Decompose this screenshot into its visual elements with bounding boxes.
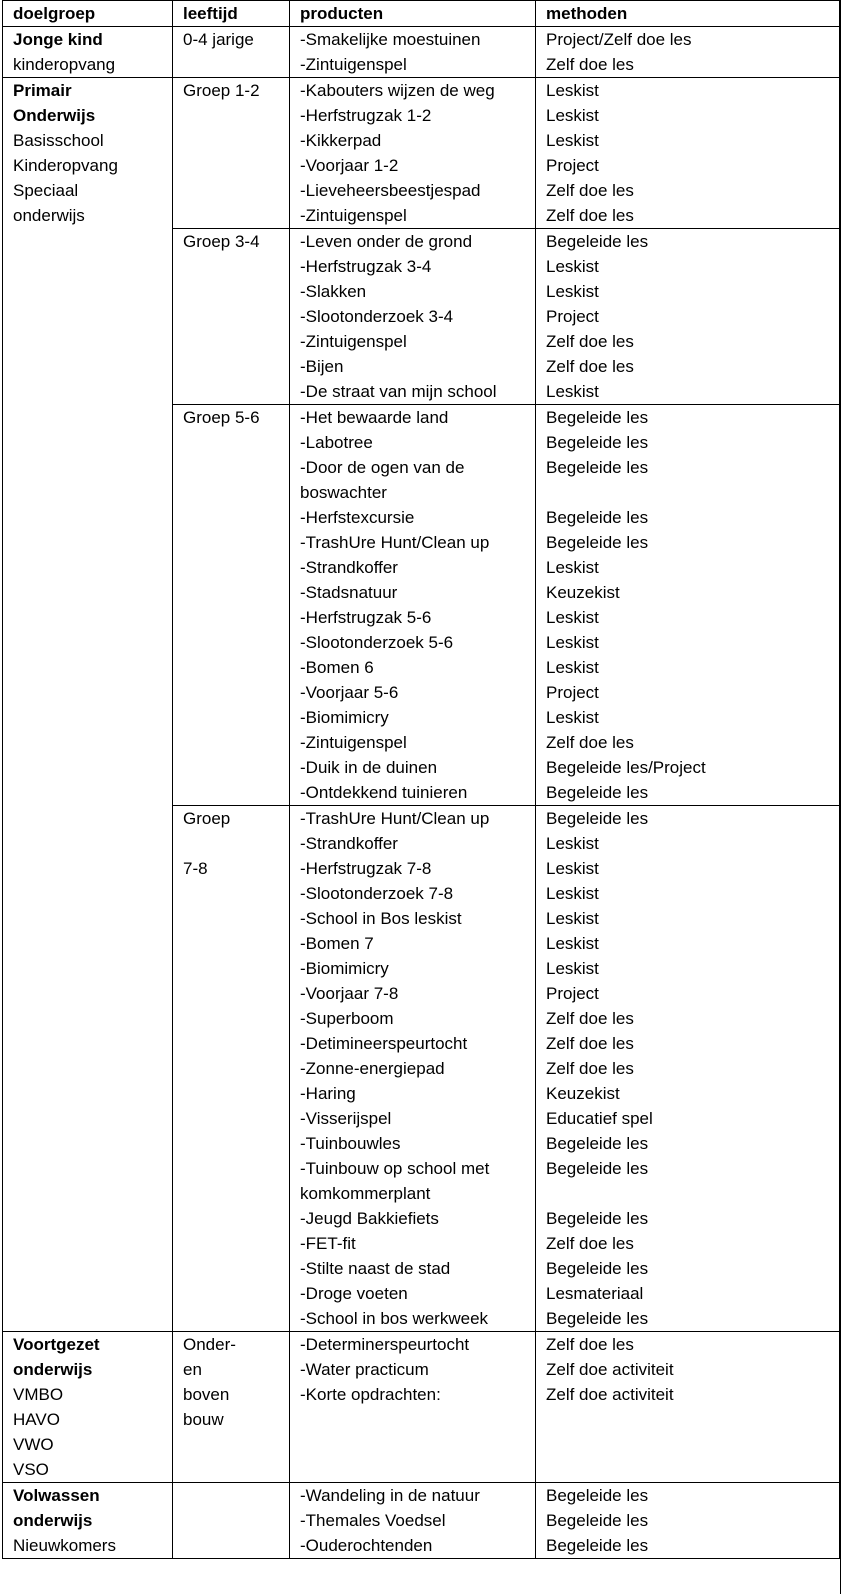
leeftijd-line: boven [183, 1385, 230, 1404]
leeftijd-line: 7-8 [183, 859, 208, 878]
product-line: -Lieveheersbeestjespad [300, 181, 481, 200]
methode-line: Begeleide les [546, 1309, 649, 1328]
methode-line: Leskist [546, 934, 599, 953]
product-line: -Strandkoffer [300, 558, 398, 577]
doelgroep-subgroup-line: kinderopvang [13, 55, 116, 74]
product-line: -Themales Voedsel [300, 1511, 446, 1530]
methode-line: Keuzekist [546, 1084, 620, 1103]
doelgroep-subgroup-line: VSO [13, 1460, 49, 1479]
leeftijd-line: Onder- [183, 1335, 236, 1354]
product-line: komkommerplant [300, 1184, 431, 1203]
methode-line: Leskist [546, 959, 599, 978]
cell-doelgroep [3, 27, 173, 78]
methode-line: Zelf doe les [546, 1234, 634, 1253]
doelgroep-title-line: Voortgezet [13, 1335, 100, 1354]
methode-line: Begeleide les [546, 1134, 649, 1153]
page-edge-line [840, 0, 841, 1594]
methode-line [546, 1181, 839, 1206]
methode-line: Keuzekist [546, 583, 620, 602]
doelgroep-subgroup-line: Basisschool [13, 131, 104, 150]
doelgroep-subgroup-line: Kinderopvang [13, 156, 118, 175]
methode-line: Zelf doe les [546, 1034, 634, 1053]
cell-leeftijd [173, 1483, 290, 1559]
product-line: -Herfstrugzak 3-4 [300, 257, 432, 276]
doelgroep-subgroup-line: Nieuwkomers [13, 1536, 116, 1555]
product-line: -School in bos werkweek [300, 1309, 489, 1328]
methode-line: Zelf doe les [546, 733, 634, 752]
product-line: -De straat van mijn school [300, 382, 497, 401]
product-line: -Ontdekkend tuinieren [300, 783, 468, 802]
methode-line: Begeleide les [546, 1511, 649, 1530]
methode-line: Zelf doe les [546, 206, 634, 225]
cell-methoden [536, 405, 840, 806]
methode-line: Leskist [546, 859, 599, 878]
product-line: -Voorjaar 1-2 [300, 156, 399, 175]
leeftijd-line: Groep 5-6 [183, 408, 260, 427]
product-line: -Labotree [300, 433, 373, 452]
doelgroep-subgroup-line: HAVO [13, 1410, 60, 1429]
header-leeftijd: leeftijd [173, 1, 290, 27]
product-line: -Tuinbouw op school met [300, 1159, 490, 1178]
cell-producten [290, 1332, 536, 1483]
table-row [3, 78, 840, 229]
product-line: -Jeugd Bakkiefiets [300, 1209, 439, 1228]
product-line: -Stilte naast de stad [300, 1259, 451, 1278]
product-line: -Biomimicry [300, 708, 389, 727]
cell-producten [290, 229, 536, 405]
product-line: -Het bewaarde land [300, 408, 449, 427]
product-line: -Water practicum [300, 1360, 429, 1379]
target-group-table [2, 0, 840, 1559]
methode-line: Zelf doe les [546, 1059, 634, 1078]
doelgroep-title-line: Jonge kind [13, 30, 103, 49]
methode-line: Leskist [546, 834, 599, 853]
doelgroep-title-line: onderwijs [13, 1511, 93, 1530]
table-row [3, 27, 840, 78]
doelgroep-title-line: Onderwijs [13, 106, 96, 125]
product-line: -Bijen [300, 357, 344, 376]
methode-line: Zelf doe les [546, 1335, 634, 1354]
product-line: -Strandkoffer [300, 834, 398, 853]
header-producten: producten [290, 1, 536, 27]
methode-line: Leskist [546, 282, 599, 301]
product-line: -Detimineerspeurtocht [300, 1034, 468, 1053]
cell-methoden [536, 78, 840, 229]
product-line: -Superboom [300, 1009, 394, 1028]
cell-producten [290, 27, 536, 78]
cell-methoden [536, 806, 840, 1332]
leeftijd-line [183, 831, 289, 856]
methode-line: Project/Zelf doe les [546, 30, 692, 49]
cell-leeftijd [173, 1332, 290, 1483]
product-line: -Slootonderzoek 7-8 [300, 884, 454, 903]
product-line: -Zonne-energiepad [300, 1059, 445, 1078]
methode-line: Begeleide les [546, 1159, 649, 1178]
cell-producten [290, 1483, 536, 1559]
leeftijd-line: Groep 3-4 [183, 232, 260, 251]
methode-line: Lesmateriaal [546, 1284, 644, 1303]
methode-line: Zelf doe les [546, 55, 634, 74]
product-line: -Leven onder de grond [300, 232, 473, 251]
product-line: -Zintuigenspel [300, 332, 407, 351]
methode-line: Begeleide les [546, 533, 649, 552]
methode-line: Leskist [546, 708, 599, 727]
product-line: -Zintuigenspel [300, 55, 407, 74]
leeftijd-line: Groep [183, 809, 231, 828]
methode-line: Zelf doe les [546, 1009, 634, 1028]
cell-doelgroep [3, 1483, 173, 1559]
cell-producten [290, 405, 536, 806]
product-line: -Determinerspeurtocht [300, 1335, 470, 1354]
methode-line: Begeleide les [546, 408, 649, 427]
methode-line: Zelf doe les [546, 181, 634, 200]
methode-line: Leskist [546, 257, 599, 276]
methode-line: Begeleide les [546, 232, 649, 251]
leeftijd-line: Groep 1-2 [183, 81, 260, 100]
product-line: -Slootonderzoek 5-6 [300, 633, 454, 652]
methode-line: Begeleide les [546, 1209, 649, 1228]
product-line: -Ouderochtenden [300, 1536, 433, 1555]
doelgroep-subgroup-line: VMBO [13, 1385, 64, 1404]
leeftijd-line: bouw [183, 1410, 224, 1429]
product-line: -Zintuigenspel [300, 206, 407, 225]
methode-line: Zelf doe activiteit [546, 1360, 674, 1379]
product-line: -Haring [300, 1084, 356, 1103]
product-line: -Bomen 7 [300, 934, 374, 953]
methode-line: Zelf doe les [546, 357, 634, 376]
methode-line: Leskist [546, 382, 599, 401]
table-row [3, 1332, 840, 1483]
cell-leeftijd [173, 78, 290, 229]
methode-line: Begeleide les/Project [546, 758, 706, 777]
doelgroep-title-line: Volwassen [13, 1486, 100, 1505]
methode-line: Leskist [546, 131, 599, 150]
methode-line: Begeleide les [546, 1536, 649, 1555]
product-line: -Stadsnatuur [300, 583, 398, 602]
methode-line: Leskist [546, 633, 599, 652]
product-line: -Biomimicry [300, 959, 389, 978]
methode-line: Project [546, 307, 599, 326]
product-line: -TrashUre Hunt/Clean up [300, 809, 490, 828]
doelgroep-title-line: onderwijs [13, 1360, 93, 1379]
methode-line: Project [546, 156, 599, 175]
methode-line: Zelf doe les [546, 332, 634, 351]
methode-line: Begeleide les [546, 508, 649, 527]
product-line: -Herfstrugzak 1-2 [300, 106, 432, 125]
methode-line: Begeleide les [546, 1486, 649, 1505]
product-line: -Slootonderzoek 3-4 [300, 307, 454, 326]
product-line: -Slakken [300, 282, 367, 301]
product-line: -Voorjaar 5-6 [300, 683, 399, 702]
product-line: -Korte opdrachten: [300, 1385, 441, 1404]
cell-leeftijd [173, 405, 290, 806]
product-line: -Tuinbouwles [300, 1134, 401, 1153]
product-line: -Smakelijke moestuinen [300, 30, 481, 49]
header-methoden: methoden [536, 1, 840, 27]
product-line: -Wandeling in de natuur [300, 1486, 480, 1505]
doelgroep-subgroup-line: VWO [13, 1435, 54, 1454]
cell-producten [290, 806, 536, 1332]
product-line: -FET-fit [300, 1234, 356, 1253]
methode-line: Begeleide les [546, 458, 649, 477]
cell-leeftijd [173, 806, 290, 1332]
methode-line: Begeleide les [546, 809, 649, 828]
cell-doelgroep [3, 78, 173, 1332]
product-line: -Kikkerpad [300, 131, 382, 150]
methode-line: Leskist [546, 106, 599, 125]
table-body [3, 27, 840, 1559]
cell-producten [290, 78, 536, 229]
methode-line: Leskist [546, 884, 599, 903]
leeftijd-line: en [183, 1360, 202, 1379]
methode-line: Project [546, 683, 599, 702]
methode-line: Begeleide les [546, 433, 649, 452]
product-line: -TrashUre Hunt/Clean up [300, 533, 490, 552]
methode-line: Educatief spel [546, 1109, 653, 1128]
cell-methoden [536, 1483, 840, 1559]
product-line: -Door de ogen van de [300, 458, 465, 477]
doelgroep-subgroup-line: Speciaal [13, 181, 79, 200]
header-row [3, 1, 840, 27]
product-line: -Kabouters wijzen de weg [300, 81, 495, 100]
product-line: boswachter [300, 483, 387, 502]
methode-line [546, 480, 839, 505]
methode-line: Project [546, 984, 599, 1003]
leeftijd-line: 0-4 jarige [183, 30, 254, 49]
doelgroep-subgroup-line: onderwijs [13, 206, 85, 225]
cell-leeftijd [173, 229, 290, 405]
header-doelgroep: doelgroep [3, 1, 173, 27]
product-line: -Herfstrugzak 7-8 [300, 859, 432, 878]
methode-line: Leskist [546, 81, 599, 100]
cell-methoden [536, 229, 840, 405]
cell-methoden [536, 27, 840, 78]
cell-leeftijd [173, 27, 290, 78]
product-line: -Bomen 6 [300, 658, 374, 677]
methode-line: Begeleide les [546, 783, 649, 802]
product-line: -Visserijspel [300, 1109, 392, 1128]
doelgroep-title-line: Primair [13, 81, 72, 100]
product-line: -Droge voeten [300, 1284, 408, 1303]
product-line: -Zintuigenspel [300, 733, 407, 752]
product-line: -Herfstexcursie [300, 508, 415, 527]
methode-line: Zelf doe activiteit [546, 1385, 674, 1404]
product-line: -Voorjaar 7-8 [300, 984, 399, 1003]
product-line: -School in Bos leskist [300, 909, 462, 928]
product-line: -Herfstrugzak 5-6 [300, 608, 432, 627]
table-row [3, 1483, 840, 1559]
cell-methoden [536, 1332, 840, 1483]
methode-line: Begeleide les [546, 1259, 649, 1278]
product-line: -Duik in de duinen [300, 758, 438, 777]
methode-line: Leskist [546, 909, 599, 928]
methode-line: Leskist [546, 658, 599, 677]
methode-line: Leskist [546, 608, 599, 627]
cell-doelgroep [3, 1332, 173, 1483]
methode-line: Leskist [546, 558, 599, 577]
